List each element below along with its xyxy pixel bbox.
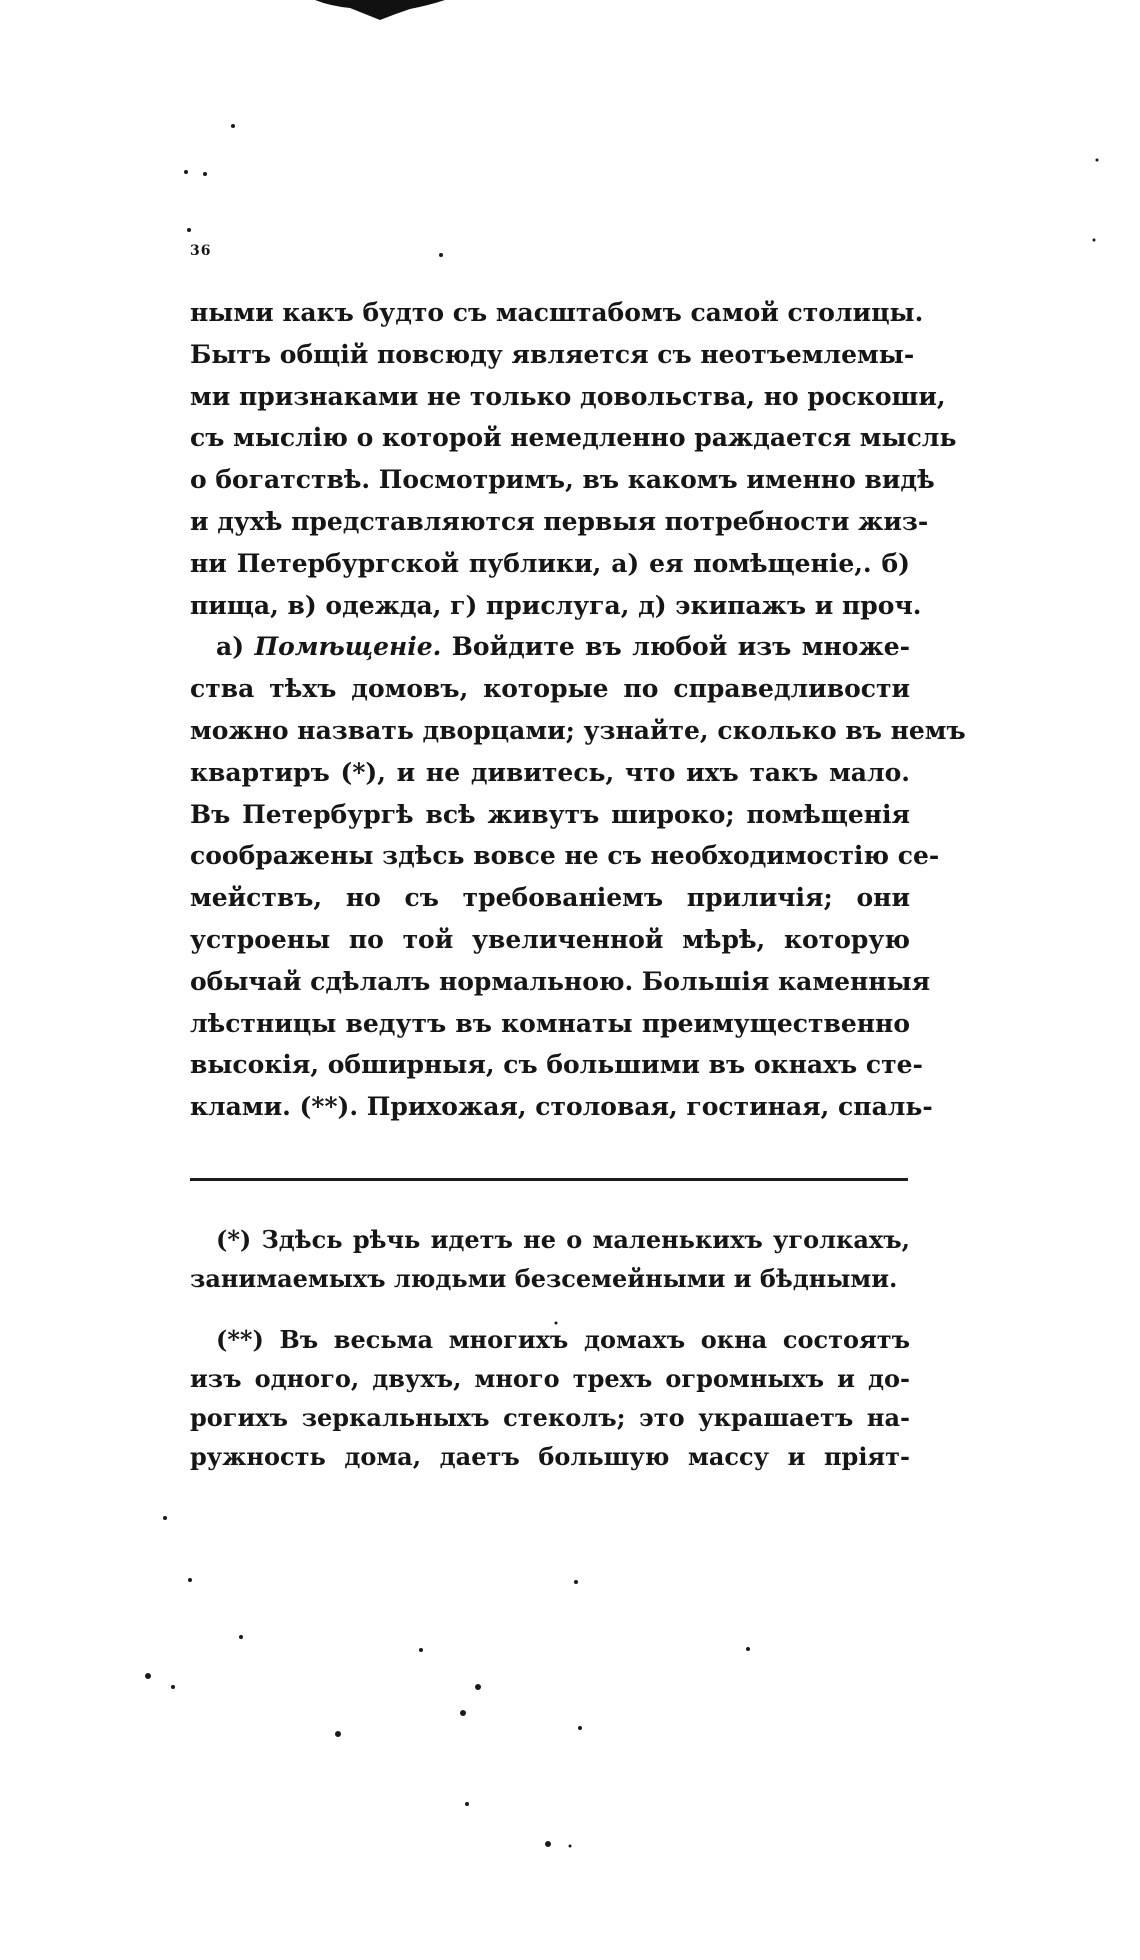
text-line: ными какъ будто съ масштабомъ самой столицы. bbox=[190, 298, 924, 327]
text-line: Въ Петербургѣ всѣ живутъ широко; помѣщенія bbox=[190, 799, 910, 829]
footnote-2-line: рогихъ зеркальныхъ стеколъ; это украшаетъ на- bbox=[190, 1403, 910, 1432]
text-line: съ мыслію о которой немедленно раждается мысль bbox=[190, 423, 957, 453]
section-first-line-text: Войдите въ любой изъ множе- bbox=[441, 632, 910, 662]
text-line: обычай сдѣлалъ нормальною. Большія каменныя bbox=[190, 966, 931, 996]
main-text bbox=[190, 292, 966, 1128]
text-line: устроены по той увеличенной мѣрѣ, которую bbox=[190, 924, 910, 954]
footnote-2-line: изъ одного, двухъ, много трехъ огромныхъ и до- bbox=[190, 1364, 910, 1393]
text-line: ми признаками не только довольства, но роскоши, bbox=[190, 381, 946, 411]
text-line: клами. (**). Прихожая, столовая, гостиная, спаль- bbox=[190, 1092, 933, 1122]
footnote-2-line: ружность дома, даетъ большую массу и пріят- bbox=[190, 1442, 910, 1471]
text-line: пища, в) одежда, г) прислуга, д) экипажъ и проч. bbox=[190, 590, 922, 620]
text-line: ни Петербургской публики, а) ея помѣщеніе,. б) bbox=[190, 548, 910, 578]
ink-blot-decoration bbox=[310, 0, 450, 22]
section-first-line bbox=[190, 626, 910, 668]
text-line: о богатствѣ. Посмотримъ, въ какомъ именно видѣ bbox=[190, 465, 935, 495]
text-line: лѣстницы ведутъ въ комнаты преимущественно bbox=[190, 1008, 910, 1038]
text-line: Бытъ общій повсюду является съ неотъемлемы- bbox=[190, 339, 915, 369]
footnote-divider bbox=[190, 1178, 908, 1181]
text-line: ства тѣхъ домовъ, которые по справедливости bbox=[190, 674, 910, 704]
section-marker: а) bbox=[216, 632, 255, 662]
footnotes bbox=[190, 1220, 910, 1476]
section-heading: Помѣщеніе. bbox=[254, 632, 442, 662]
footnote-1-line: (*) Здѣсь рѣчь идетъ не о маленькихъ уголкахъ, bbox=[216, 1225, 910, 1254]
footnote-2-line: (**) Въ весьма многихъ домахъ окна состоятъ bbox=[216, 1325, 910, 1354]
text-line: квартиръ (*), и не дивитесь, что ихъ такъ мало. bbox=[190, 757, 910, 787]
text-line: можно назвать дворцами; узнайте, сколько въ немъ bbox=[190, 715, 966, 745]
page-number: 36 bbox=[190, 243, 212, 259]
text-line: соображены здѣсь вовсе не съ необходимостію се- bbox=[190, 841, 940, 871]
footnote-1-line: занимаемыхъ людьми безсемейными и бѣдными. bbox=[190, 1264, 898, 1293]
text-line: мействъ, но съ требованіемъ приличія; они bbox=[190, 883, 910, 913]
text-line: высокія, обширныя, съ большими въ окнахъ сте- bbox=[190, 1050, 923, 1080]
text-line: и духѣ представляются первыя потребности жиз- bbox=[190, 506, 929, 536]
